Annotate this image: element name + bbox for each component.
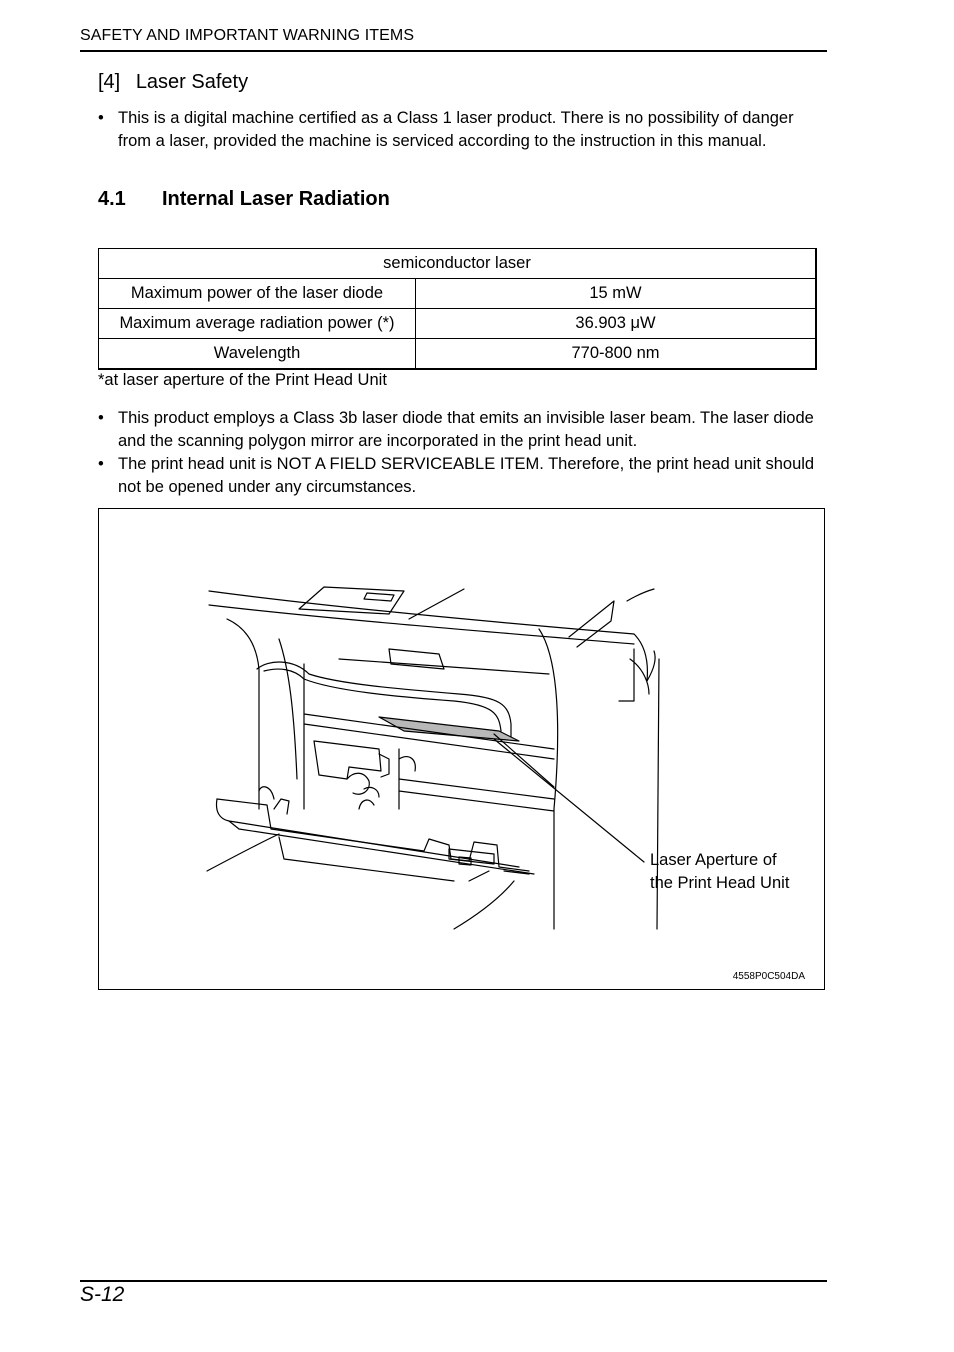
table-footnote: *at laser aperture of the Print Head Unit [98, 371, 387, 389]
subsection-heading [98, 188, 390, 211]
table-cell-value: 770-800 nm [416, 339, 817, 370]
callout-line: the Print Head Unit [650, 874, 790, 892]
list-item [98, 407, 826, 453]
table-header-cell: semiconductor laser [99, 249, 817, 279]
section-number: [4] [98, 71, 121, 93]
table-row [99, 309, 817, 339]
warning-bullet-list [98, 407, 826, 499]
aperture-callout [650, 849, 789, 895]
subsection-title: Internal Laser Radiation [162, 188, 390, 210]
bullet-text: This product employs a Class 3b laser diode that emits an invisible laser beam. The laser diode and the scanning polygon mirror are incorporated in the print head unit. [118, 409, 814, 450]
table-cell-value: 36.903 μW [416, 309, 817, 339]
table-cell-value: 15 mW [416, 279, 817, 309]
header-rule [80, 50, 827, 52]
laser-spec-table [98, 248, 817, 370]
table-cell-label: Maximum average radiation power (*) [99, 309, 416, 339]
list-item [98, 107, 826, 153]
table-row [99, 339, 817, 370]
bullet-icon: • [98, 455, 104, 473]
subsection-number: 4.1 [98, 188, 126, 210]
table-cell-label: Wavelength [99, 339, 416, 370]
printer-illustration [99, 509, 824, 989]
footer-rule [80, 1280, 827, 1282]
figure-code: 4558P0C504DA [732, 971, 805, 982]
list-item [98, 453, 826, 499]
intro-bullet-list [98, 107, 826, 153]
bullet-text: The print head unit is NOT A FIELD SERVICEABLE ITEM. Therefore, the print head unit should not be opened under any circumstances. [118, 455, 815, 496]
bullet-icon: • [98, 109, 104, 127]
table-row [99, 279, 817, 309]
callout-line: Laser Aperture of [650, 851, 777, 869]
table-header-row [99, 249, 817, 279]
bullet-icon: • [98, 409, 104, 427]
table-cell-label: Maximum power of the laser diode [99, 279, 416, 309]
section-title: Laser Safety [135, 71, 249, 93]
figure-frame [98, 508, 825, 990]
section-heading [98, 71, 248, 94]
bullet-text: This is a digital machine certified as a Class 1 laser product. There is no possibility of danger from a laser, provided the machine is serviced according to the instruction in this manual. [118, 109, 794, 150]
page-number: S-12 [80, 1283, 125, 1306]
running-header: SAFETY AND IMPORTANT WARNING ITEMS [80, 27, 415, 44]
